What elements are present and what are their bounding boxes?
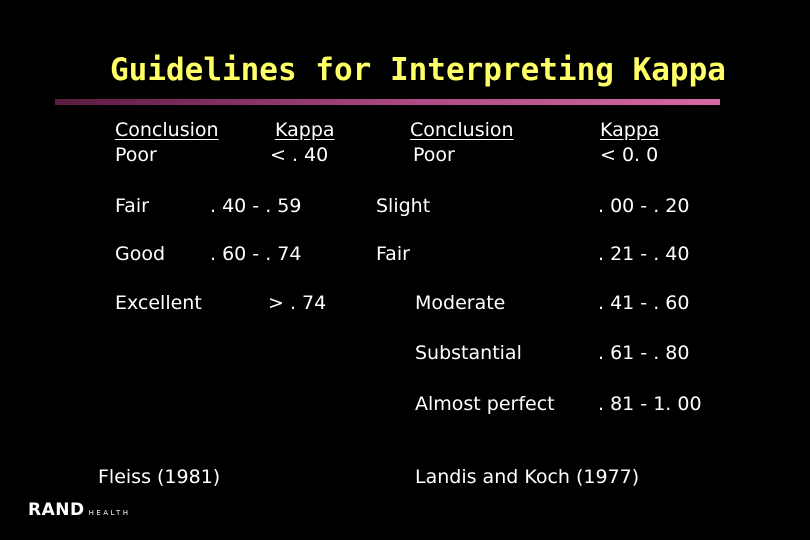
left-row-conclusion: Fair xyxy=(115,195,149,217)
left-row-kappa: . 60 - . 74 xyxy=(210,243,302,265)
left-row-kappa: > . 74 xyxy=(268,292,327,314)
title-divider xyxy=(55,99,720,105)
right-row-kappa: . 61 - . 80 xyxy=(598,342,690,364)
left-row-conclusion: Excellent xyxy=(115,292,202,314)
right-row-conclusion: Substantial xyxy=(415,342,522,364)
left-row-kappa: . 40 - . 59 xyxy=(210,195,302,217)
right-row-conclusion: Almost perfect xyxy=(415,393,555,415)
right-row-conclusion: Moderate xyxy=(415,292,506,314)
right-row-conclusion: Poor xyxy=(413,144,455,166)
logo-sub: HEALTH xyxy=(88,509,131,517)
slide-title: Guidelines for Interpreting Kappa xyxy=(110,52,726,88)
logo-name: RAND xyxy=(28,500,85,520)
right-row-conclusion: Fair xyxy=(376,243,410,265)
right-row-kappa: . 21 - . 40 xyxy=(598,243,690,265)
right-row-conclusion: Slight xyxy=(376,195,431,217)
left-header-conclusion: Conclusion xyxy=(115,119,219,141)
right-row-kappa: . 41 - . 60 xyxy=(598,292,690,314)
left-row-kappa: < . 40 xyxy=(270,144,329,166)
right-header-conclusion: Conclusion xyxy=(410,119,514,141)
right-row-kappa: . 81 - 1. 00 xyxy=(598,393,702,415)
left-header-kappa: Kappa xyxy=(275,119,335,141)
right-row-kappa: . 00 - . 20 xyxy=(598,195,690,217)
right-source-citation: Landis and Koch (1977) xyxy=(415,466,640,488)
left-source-citation: Fleiss (1981) xyxy=(98,466,221,488)
right-header-kappa: Kappa xyxy=(600,119,660,141)
left-row-conclusion: Good xyxy=(115,243,166,265)
right-row-kappa: < 0. 0 xyxy=(600,144,659,166)
left-row-conclusion: Poor xyxy=(115,144,157,166)
rand-health-logo xyxy=(28,500,131,520)
